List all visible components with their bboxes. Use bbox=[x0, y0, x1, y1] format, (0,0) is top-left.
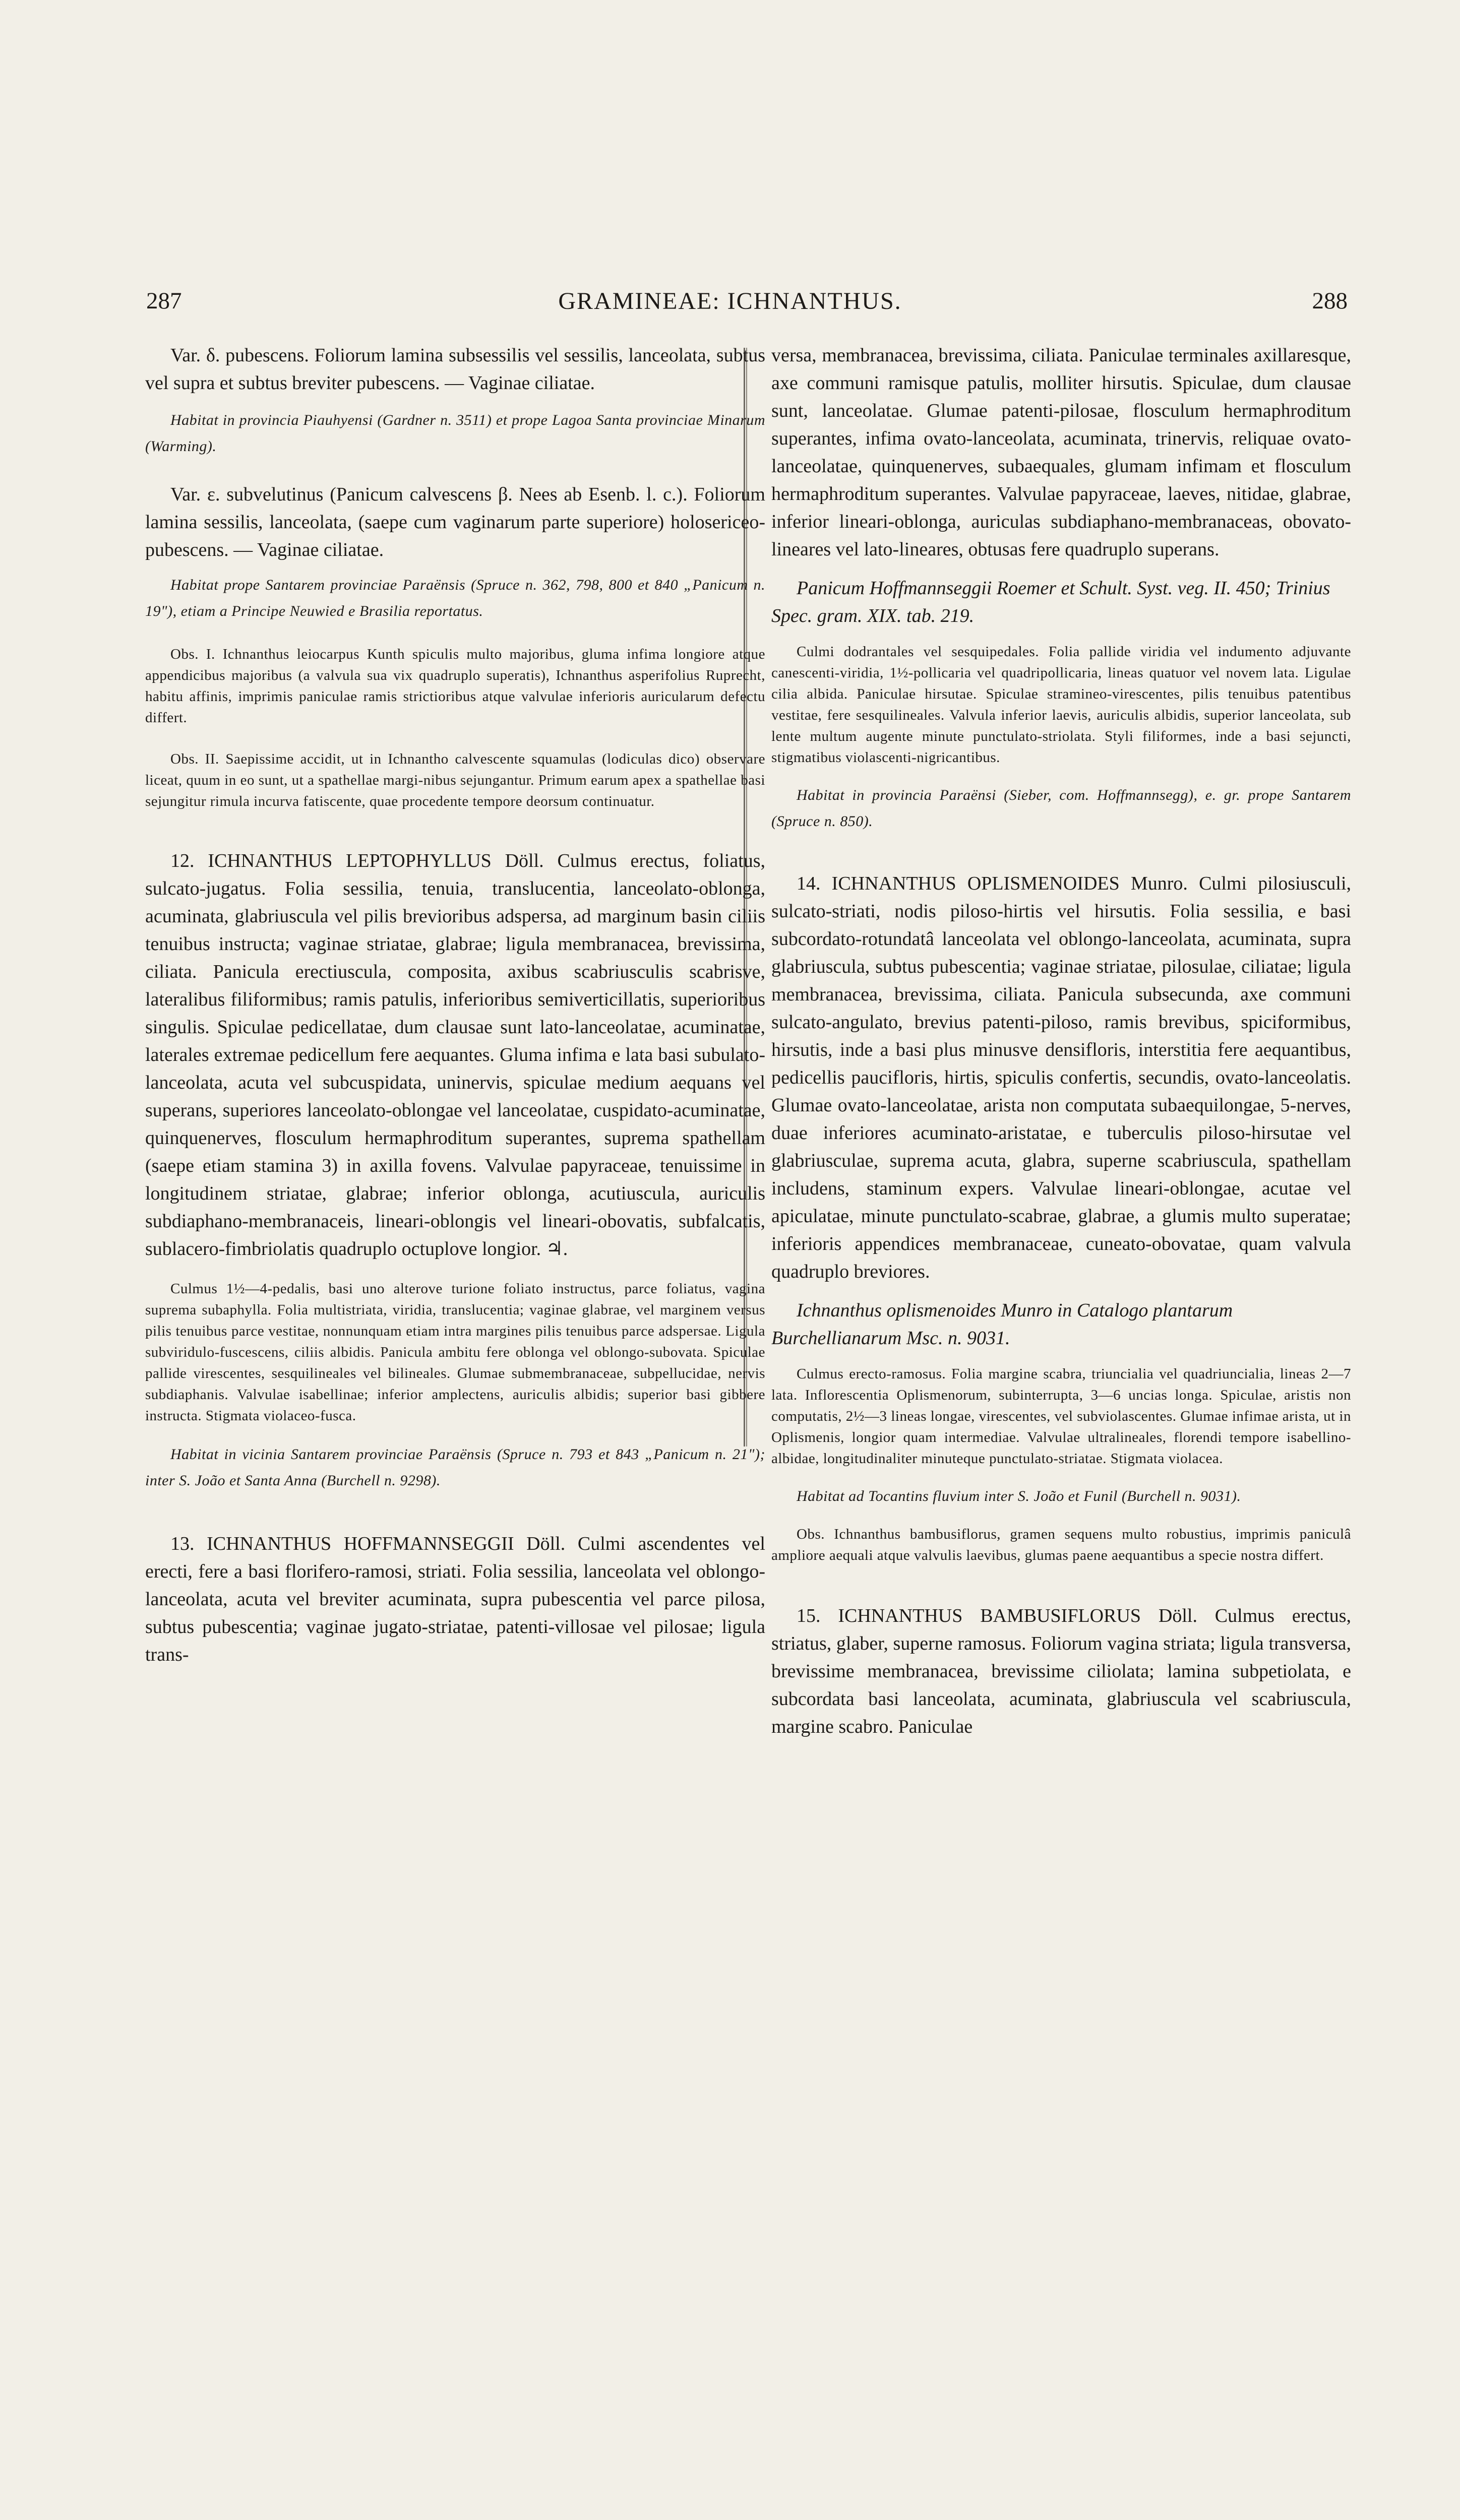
species-12-habitat: Habitat in vicinia Santarem provinciae Paraënsis (Spruce n. 793 et 843 „Panicum n. 21"); inter S. João et Santa Anna (Burchell n. 9298). bbox=[145, 1446, 765, 1489]
running-header bbox=[0, 287, 1460, 333]
species-13-continuation: versa, membranacea, brevissima, ciliata. Paniculae terminales axillaresque, axe communi ramisque patulis, molliter hirsutis. Spiculae, dum clausae sunt, lanceolatae. Glumae patenti-pilosae, flosculum hermaphroditum superantes, infima ovato-lanceolata, acuminata, trinervis, reliquae ovato-lanceolatae, quinquenerves, subaequales, glumam infimam et flosculum hermaphroditum superantes. Valvulae papyraceae, laeves, nitidae, glabrae, inferior lineari-oblonga, auriculas subdiaphano-membranaceas, obovato-lineares vel lato-lineares, obtusas fere quadruplo superans. bbox=[771, 345, 1351, 560]
page-number-left: 287 bbox=[146, 288, 182, 314]
variety-delta-habitat: Habitat in provincia Piauhyensi (Gardner n. 3511) et prope Lagoa Santa provinciae Minarum (Warming). bbox=[145, 412, 765, 455]
species-14-habitat: Habitat ad Tocantins fluvium inter S. João et Funil (Burchell n. 9031). bbox=[797, 1488, 1241, 1504]
species-13-habitat: Habitat in provincia Paraënsi (Sieber, com. Hoffmannsegg), e. gr. prope Santarem (Spruce n. 850). bbox=[771, 787, 1351, 830]
species-12-description: Culmus 1½—4-pedalis, basi uno alterove turione foliato instructus, parce foliatus, vagina suprema subaphylla. Folia multistriata, viridia, translucentia; vaginae glabrae, vel marginem versus pilis tenuibus parce vestitae, nonnunquam etiam intra margines pilis tenuibus parce adspersae. Ligula subviridulo-fuscescens, ciliis albidis. Panicula ambitu fere oblonga vel oblongo-subovata. Spiculae pallide virescentes, sesquilineales vel bilineales. Glumae submembranaceae, subpellucidae, nervis subdiaphanis. Valvulae isabellinae; inferior amplectens, auriculis albidis; superior basi gibbere instructa. Stigmata violaceo-fusca. bbox=[145, 1281, 765, 1424]
species-13-block bbox=[145, 1530, 765, 1669]
running-title: GRAMINEAE: ICHNANTHUS. bbox=[558, 288, 902, 314]
species-14-synonym: Ichnanthus oplismenoides Munro in Catalogo plantarum Burchellianarum Msc. n. 9031. bbox=[771, 1300, 1233, 1349]
right-column bbox=[771, 342, 1351, 1741]
species-12-title: 12. ICHNANTHUS LEPTOPHYLLUS Döll. bbox=[170, 850, 544, 871]
species-14-block bbox=[771, 870, 1351, 1286]
species-12-block bbox=[145, 847, 765, 1263]
species-15-title: 15. ICHNANTHUS BAMBUSIFLORUS Döll. bbox=[797, 1605, 1197, 1626]
observation-one: Obs. I. Ichnanthus leiocarpus Kunth spiculis multo majoribus, gluma infima longiore atque appendicibus majoribus (a valvula sua vix quadruplo superatis), Ichnanthus asperifolius Ruprecht, habitu affinis, imprimis paniculae ramis strictioribus atque valvulae inferioris auricularum defectu differt. bbox=[145, 646, 765, 726]
species-14-diagnosis: Culmi pilosiusculi, sulcato-striati, nodis piloso-hirtis vel hirsutis. Folia sessilia, e basi subcordato-rotundatâ lanceolata vel oblongo-lanceolata, acuminata, supra glabriuscula, subtus pubescentia; vaginae striatae, pilosulae, ciliatae; ligula membranacea, brevissima, ciliata. Panicula subsecunda, axe communi sulcato-angulato, brevius patenti-piloso, ramis brevibus, spiciformibus, hirsutis, inde a basi plus minusve densifloris, interstitia fere aequantibus, pedicellis paucifloris, hirtis, spiculis confertis, secundis, ovato-lanceolatis. Glumae ovato-lanceolatae, arista non computata subaequilongae, 5-nerves, duae inferiores acuminato-aristatae, e tuberculis piloso-hirsutae vel glabriusculae, suprema acuta, glabra, superne scabriuscula, spathellam includens, staminum expers. Valvulae lineari-oblongae, acutae vel apiculatae, minute punctulato-scabrae, glabrae, a glumis multo superatae; inferioris appendices membranaceae, cuneato-obovatae, quam valvula quadruplo breviores. bbox=[771, 873, 1352, 1282]
observation-two: Obs. II. Saepissime accidit, ut in Ichnantho calvescente squamulas (lodiculas dico) observare liceat, quum in eo sunt, ut a spathellae margi-nibus sejungantur. Primum earum apex a spathellae basi sejungitur rimula incurva fatiscente, quae procedente tempore deorsum continuatur. bbox=[145, 751, 765, 809]
species-13-description: Culmi dodrantales vel sesquipedales. Folia pallide viridia vel indumento adjuvante canescenti-viridia, 1½-pollicaria vel quadripollicaria, lineas quatuor vel novem lata. Ligulae cilia albida. Paniculae hirsutae. Spiculae stramineo-virescentes, pilis tenuibus patentibus vestitae, fere sesquilineales. Valvula inferior laevis, auriculis albidis, superior lanceolata, sub lente multum augente minute punctulato-striolata. Styli filiformes, inde a basi sejuncti, stigmatibus violascenti-nigricantibus. bbox=[771, 644, 1351, 766]
species-13-diagnosis: Culmi ascendentes vel erecti, fere a basi florifero-ramosi, striati. Folia sessilia, lanceolata vel oblongo-lanceolata, acuta vel breviter acuminata, supra pubescentia vel parce pilosa, subtus pubescentia; vaginae jugato-striatae, patenti-villosae vel pilosae; ligula trans- bbox=[145, 1533, 765, 1665]
left-column bbox=[145, 342, 765, 1669]
species-14-description: Culmus erecto-ramosus. Folia margine scabra, triuncialia vel quadriuncialia, lineas 2—7 lata. Inflorescentia Oplismenorum, subinterrupta, 3—6 uncias longa. Spiculae, aristis non computatis, 2½—3 lineas longae, virescentes, vel subviolascentes. Glumae infimae arista, ut in Oplismenis, longior quam intermediae. Valvulae ultralineales, florendi tempore isabellino-albidae, longitudinaliter minuteque punctulato-striatae. Stigmata violacea. bbox=[771, 1366, 1351, 1467]
species-13-title: 13. ICHNANTHUS HOFFMANNSEGGII Döll. bbox=[170, 1533, 566, 1554]
variety-epsilon-text: Var. ε. subvelutinus (Panicum calvescens β. Nees ab Esenb. l. c.). Foliorum lamina sessilis, lanceolata, (saepe cum vaginarum parte superiore) holosericeo-pubescens. — Vaginae ciliatae. bbox=[145, 484, 765, 560]
species-14-observation: Obs. Ichnanthus bambusiflorus, gramen sequens multo robustius, imprimis paniculâ ampliore aequali atque valvulis laevibus, glumas paene aequantibus a specie nostra differt. bbox=[771, 1526, 1351, 1563]
species-15-diagnosis: Culmus erectus, striatus, glaber, superne ramosus. Foliorum vagina striata; ligula transversa, brevissime membranacea, brevissime ciliolata; lamina subpetiolata, e subcordata basi lanceolata, acuminata, glabriuscula vel scabriuscula, margine scabro. Paniculae bbox=[771, 1605, 1351, 1737]
species-12-diagnosis: Culmus erectus, foliatus, sulcato-jugatus. Folia sessilia, tenuia, translucentia, lanceolato-oblonga, acuminata, glabriuscula vel pilis brevioribus adspersa, ad marginum basin ciliis tenuibus instructa; vaginae striatae, glabrae; ligula membranacea, brevissima, ciliata. Panicula erectiuscula, composita, axibus scabriusculis scabrisve, lateralibus filiformibus; ramis patulis, inferioribus semiverticillatis, superioribus singulis. Spiculae pedicellatae, dum clausae sunt lato-lanceolatae, acuminatae, laterales extremae pedicellum fere aequantes. Gluma infima e lata basi subulato-lanceolata, acuta vel subcuspidata, uninervis, spiculae medium aequans vel superans, superiores lanceolato-oblongae vel lanceolatae, cuspidato-acuminatae, quinquenerves, flosculum hermaphroditum superantes, suprema spathellam (saepe etiam stamina 3) in axilla fovens. Valvulae papyraceae, tenuissime in longitudinem striatae, glabrae; inferior oblonga, acutiuscula, auriculis subdiaphano-membranaceis, lineari-oblongis vel lineari-obovatis, subfalcatis, sublacero-fimbriolatis quadruplo octuplove longior. ♃. bbox=[145, 850, 765, 1259]
variety-delta-text: Var. δ. pubescens. Foliorum lamina subsessilis vel sessilis, lanceolata, subtus vel supra et subtus breviter pubescens. — Vaginae ciliatae. bbox=[145, 345, 765, 394]
species-14-title: 14. ICHNANTHUS OPLISMENOIDES Munro. bbox=[797, 873, 1188, 894]
variety-epsilon-habitat: Habitat prope Santarem provinciae Paraënsis (Spruce n. 362, 798, 800 et 840 „Panicum n. 19"), etiam a Principe Neuwied e Brasilia reportatus. bbox=[145, 577, 765, 619]
species-13-synonym: Panicum Hoffmannseggii Roemer et Schult. Syst. veg. II. 450; Trinius Spec. gram. XIX. tab. 219. bbox=[771, 578, 1330, 626]
species-15-block bbox=[771, 1602, 1351, 1741]
page-number-right: 288 bbox=[1312, 288, 1348, 314]
